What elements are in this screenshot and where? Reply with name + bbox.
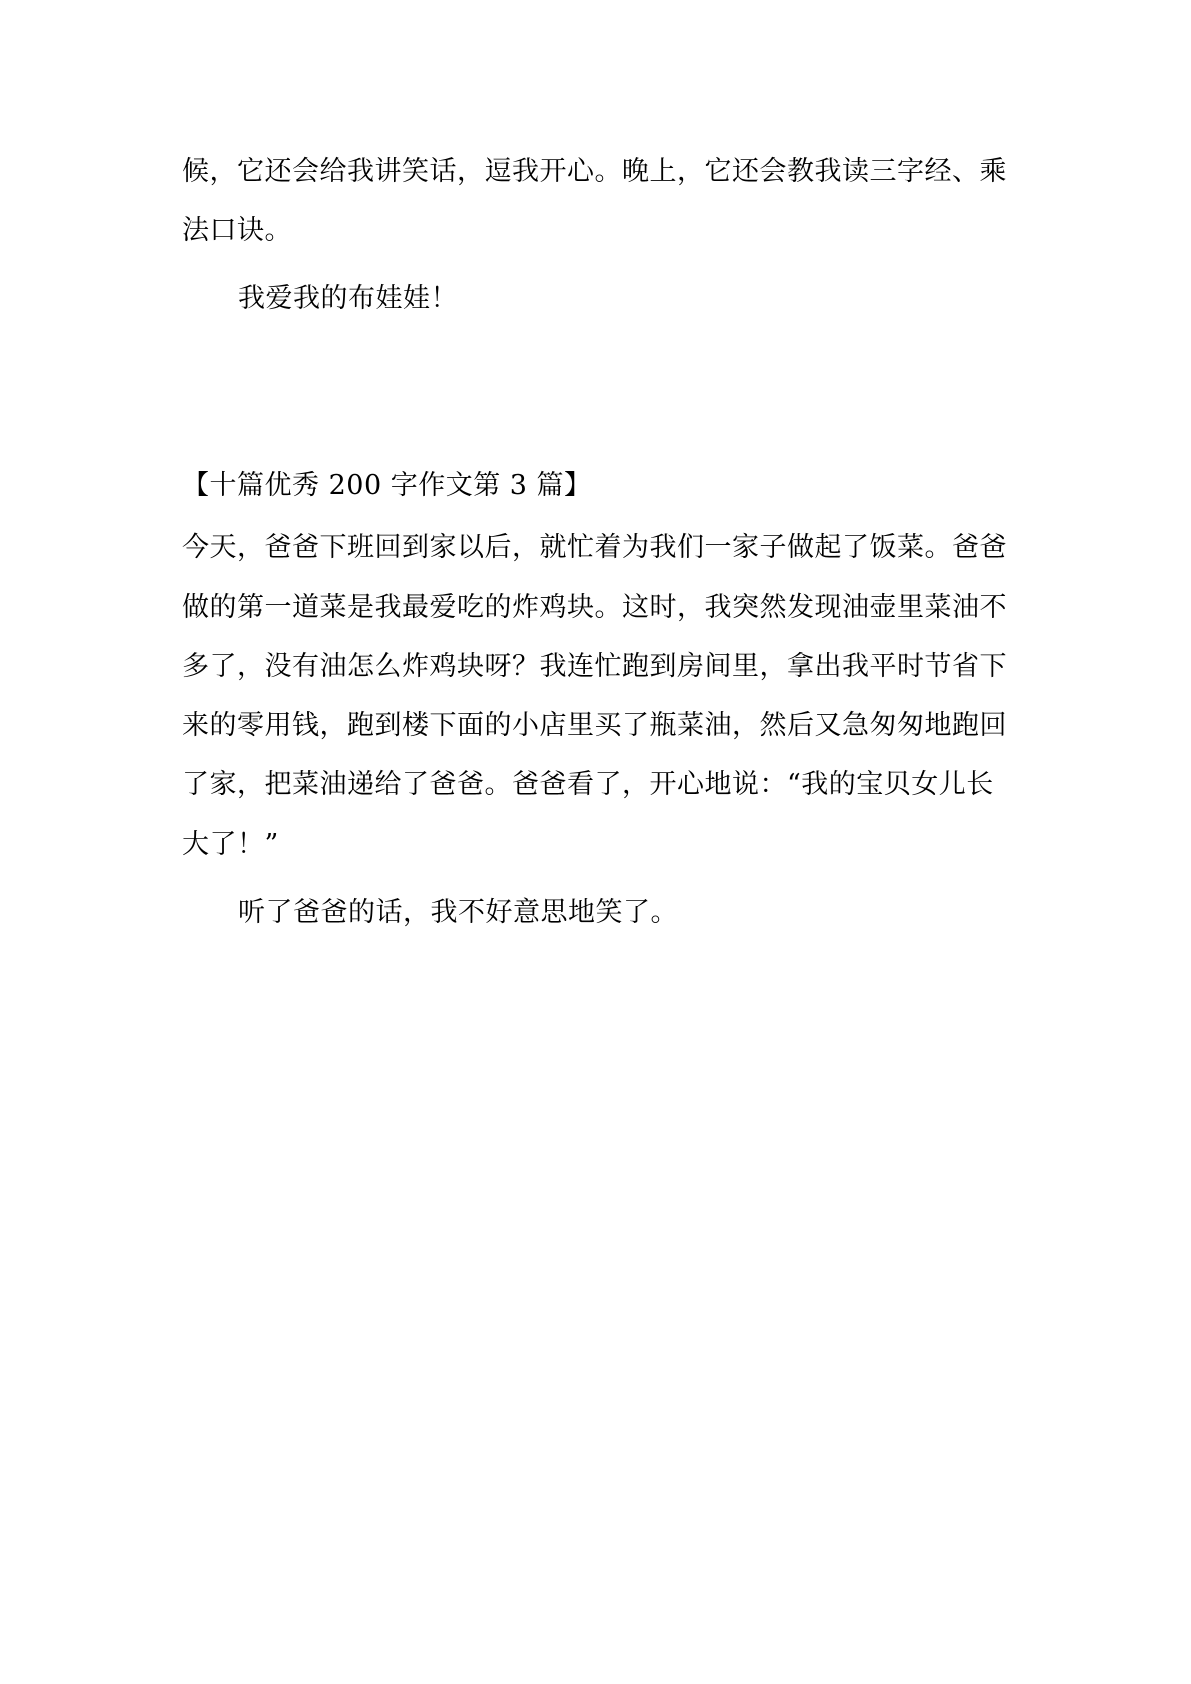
text-line: 大了！” <box>182 829 279 860</box>
essay-heading: 【十篇优秀 200 字作文第 3 篇】 <box>182 470 592 501</box>
paragraph-line: 听了爸爸的话，我不好意思地笑了。 <box>238 897 678 928</box>
closing-sentence: 我爱我的布娃娃！ <box>238 283 458 314</box>
text-line: 来的零用钱，跑到楼下面的小店里买了瓶菜油，然后又急匆匆地跑回 <box>182 710 1007 741</box>
text-line: 法口诀。 <box>182 215 292 246</box>
text-line: 今天，爸爸下班回到家以后，就忙着为我们一家子做起了饭菜。爸爸 <box>182 532 1007 563</box>
text-line: 了家，把菜油递给了爸爸。爸爸看了，开心地说：“我的宝贝女儿长 <box>182 769 994 800</box>
text-line: 多了，没有油怎么炸鸡块呀？我连忙跑到房间里，拿出我平时节省下 <box>182 651 1007 682</box>
text-line: 做的第一道菜是我最爱吃的炸鸡块。这时，我突然发现油壶里菜油不 <box>182 592 1007 623</box>
text-line: 候，它还会给我讲笑话，逗我开心。晚上，它还会教我读三字经、乘 <box>182 156 1007 187</box>
